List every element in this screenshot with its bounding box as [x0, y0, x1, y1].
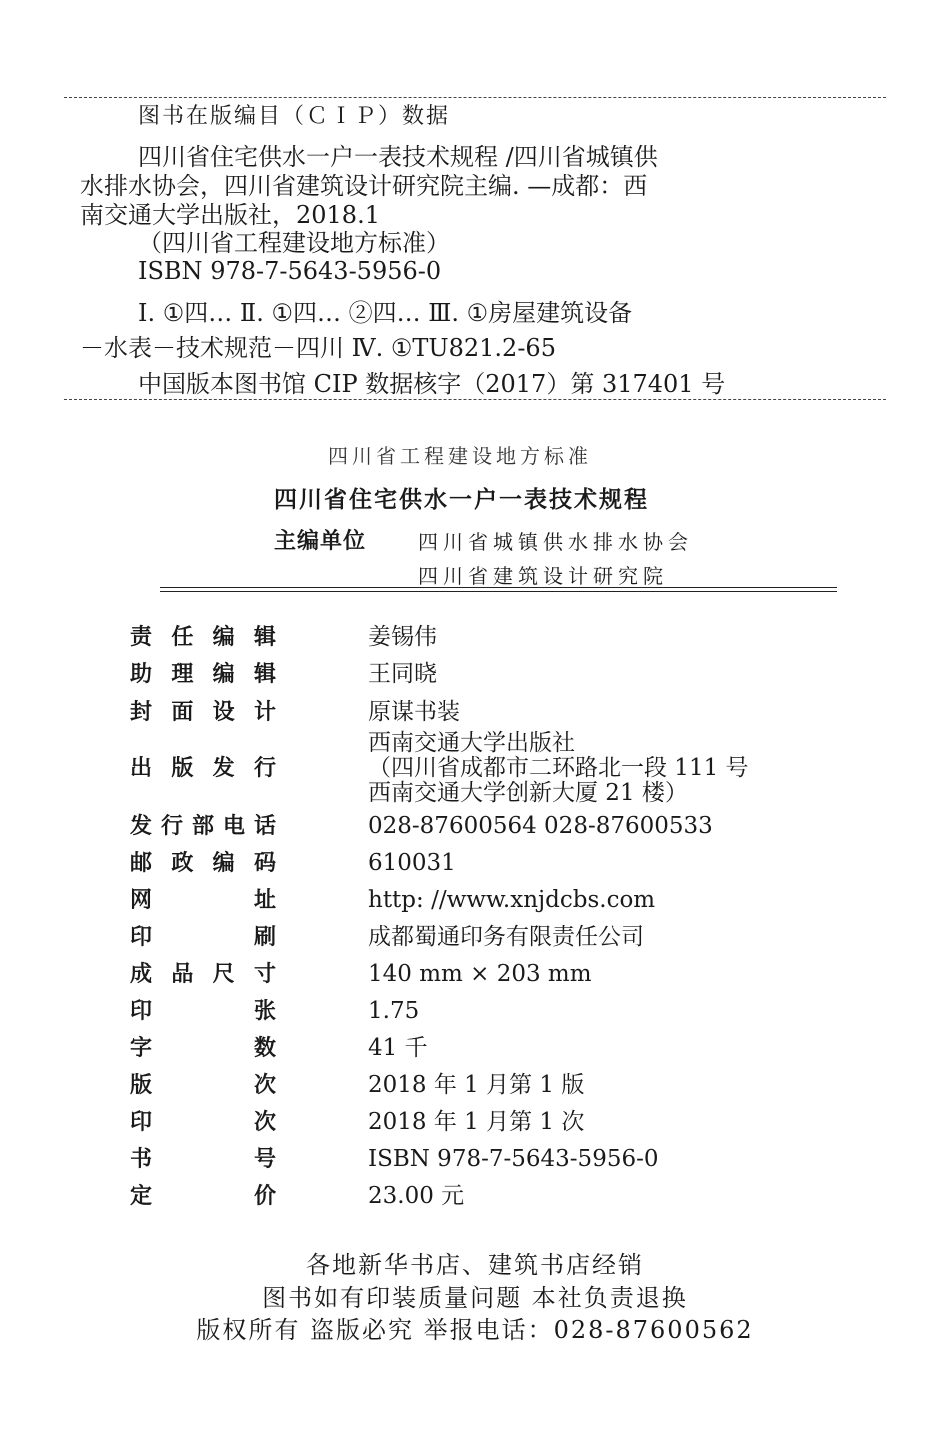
detail-value-line: 成都蜀通印务有限责任公司 — [368, 924, 644, 950]
detail-label-char: 封 — [130, 700, 153, 725]
detail-row — [0, 1067, 950, 1104]
detail-label-char: 出 — [130, 756, 153, 781]
detail-label — [130, 731, 276, 807]
detail-row — [0, 882, 950, 919]
detail-label-char: 数 — [253, 1036, 276, 1061]
detail-label-char: 辑 — [253, 662, 276, 687]
detail-row — [0, 919, 950, 956]
detail-value — [368, 1104, 584, 1141]
title-rule-bottom — [160, 591, 837, 592]
cip-line-2: 水排水协会，四川省建筑设计研究院主编. —成都：西 — [80, 172, 648, 200]
detail-label-char: 编 — [212, 851, 235, 876]
title-rule-top — [160, 587, 837, 588]
detail-value — [368, 1178, 464, 1215]
detail-label-char: 书 — [130, 1147, 153, 1172]
cip-top-divider — [64, 97, 886, 98]
detail-value-line: 原谋书装 — [368, 699, 460, 725]
detail-label-char: 面 — [171, 700, 194, 725]
footer-line-2: 图书如有印装质量问题 本社负责退换 — [262, 1284, 688, 1312]
detail-label — [130, 1067, 276, 1104]
cip-line-4: （四川省工程建设地方标准） — [138, 229, 450, 257]
detail-value — [368, 694, 460, 731]
detail-row — [0, 619, 950, 656]
cip-classification-2: －水表－技术规范－四川 Ⅳ. ①TU821.2-65 — [80, 334, 556, 362]
detail-value-line: ISBN 978-7-5643-5956-0 — [368, 1146, 659, 1172]
editor-label: 主编单位 — [274, 529, 367, 554]
detail-label-char: 刷 — [253, 925, 276, 950]
detail-row — [0, 808, 950, 845]
detail-value — [368, 882, 655, 919]
detail-label — [130, 619, 276, 656]
detail-label-char: 辑 — [253, 625, 276, 650]
detail-row — [0, 1141, 950, 1178]
detail-label-char: 话 — [253, 814, 276, 839]
detail-value-line: 西南交通大学出版社 — [368, 730, 575, 756]
detail-value-line: 姜锡伟 — [368, 624, 437, 650]
detail-label — [130, 1030, 276, 1067]
detail-value-line: 2018 年 1 月第 1 次 — [368, 1109, 585, 1135]
detail-row — [0, 845, 950, 882]
detail-label — [130, 882, 276, 919]
detail-label-char: 字 — [130, 1036, 153, 1061]
detail-label — [130, 656, 276, 693]
detail-label — [130, 993, 276, 1030]
detail-label-char: 邮 — [130, 851, 153, 876]
detail-label-char: 版 — [171, 756, 194, 781]
detail-row — [0, 1030, 950, 1067]
series-name: 四川省工程建设地方标准 — [328, 444, 592, 468]
editor-name-2: 四川省建筑设计研究院 — [418, 564, 668, 588]
detail-value — [368, 1067, 584, 1104]
detail-value — [368, 845, 456, 882]
detail-label-char: 发 — [130, 814, 153, 839]
detail-label-char: 行 — [160, 814, 183, 839]
detail-label-char: 成 — [130, 962, 153, 987]
footer-line-1: 各地新华书店、建筑书店经销 — [306, 1251, 644, 1279]
detail-label — [130, 956, 276, 993]
cip-line-1: 四川省住宅供水一户一表技术规程 /四川省城镇供 — [138, 143, 658, 171]
detail-label-char: 编 — [212, 662, 235, 687]
detail-value — [368, 1141, 659, 1178]
detail-value-line: 610031 — [368, 850, 456, 876]
detail-label-char: 次 — [253, 1110, 276, 1135]
detail-label — [130, 1178, 276, 1215]
detail-value-line: 028-87600564 028-87600533 — [368, 813, 713, 839]
detail-label-char: 印 — [130, 925, 153, 950]
detail-value — [368, 993, 419, 1030]
detail-value-line: 140 mm × 203 mm — [368, 961, 592, 987]
detail-value — [368, 919, 644, 956]
detail-row — [0, 694, 950, 731]
detail-label-char: 价 — [253, 1184, 276, 1209]
detail-row — [0, 1104, 950, 1141]
detail-label-char: 码 — [253, 851, 276, 876]
book-title: 四川省住宅供水一户一表技术规程 — [274, 487, 649, 513]
detail-label-char: 印 — [130, 1110, 153, 1135]
detail-label-char: 网 — [130, 888, 153, 913]
detail-label-char: 编 — [212, 625, 235, 650]
detail-label-char: 印 — [130, 999, 153, 1024]
detail-label-char: 次 — [253, 1073, 276, 1098]
detail-label-char: 任 — [171, 625, 194, 650]
detail-label — [130, 1141, 276, 1178]
detail-label-char: 助 — [130, 662, 153, 687]
detail-value — [368, 808, 713, 845]
detail-label-char: 址 — [253, 888, 276, 913]
cip-bottom-divider — [64, 399, 886, 400]
detail-value — [368, 619, 437, 656]
detail-row — [0, 993, 950, 1030]
cip-classification-1: Ⅰ. ①四… Ⅱ. ①四… ②四… Ⅲ. ①房屋建筑设备 — [138, 299, 633, 327]
detail-label-char: 定 — [130, 1184, 153, 1209]
detail-label — [130, 808, 276, 845]
detail-row — [0, 656, 950, 693]
detail-label-char: 设 — [212, 700, 235, 725]
detail-row — [0, 731, 950, 807]
detail-value-line: 2018 年 1 月第 1 版 — [368, 1072, 585, 1098]
detail-label — [130, 919, 276, 956]
detail-value — [368, 1030, 428, 1067]
detail-value-line: （四川省成都市二环路北一段 111 号 — [368, 755, 749, 781]
cip-line-3: 南交通大学出版社，2018.1 — [80, 201, 380, 229]
detail-value-line: 王同晓 — [368, 661, 437, 687]
cip-isbn: ISBN 978-7-5643-5956-0 — [138, 257, 442, 285]
detail-label-char: 电 — [222, 814, 245, 839]
detail-label — [130, 845, 276, 882]
detail-label-char: 号 — [253, 1147, 276, 1172]
detail-label-char: 寸 — [253, 962, 276, 987]
detail-label-char: 尺 — [212, 962, 235, 987]
detail-row — [0, 956, 950, 993]
detail-value — [368, 731, 749, 806]
detail-value-line: 23.00 元 — [368, 1183, 465, 1209]
detail-row — [0, 1178, 950, 1215]
editor-name-1: 四川省城镇供水排水协会 — [418, 530, 693, 554]
detail-value-line: 西南交通大学创新大厦 21 楼） — [368, 780, 688, 806]
detail-label-char: 张 — [253, 999, 276, 1024]
detail-label-char: 政 — [171, 851, 194, 876]
detail-label-char: 责 — [130, 625, 153, 650]
detail-label-char: 行 — [253, 756, 276, 781]
detail-value — [368, 656, 437, 693]
detail-value-line: http: //www.xnjdcbs.com — [368, 887, 656, 913]
detail-label — [130, 1104, 276, 1141]
detail-label-char: 计 — [253, 700, 276, 725]
detail-value — [368, 956, 592, 993]
cip-title: 图书在版编目（ＣＩＰ）数据 — [138, 104, 451, 129]
detail-label — [130, 694, 276, 731]
detail-label-char: 理 — [171, 662, 194, 687]
detail-label-char: 品 — [171, 962, 194, 987]
detail-value-line: 1.75 — [368, 998, 420, 1024]
detail-label-char: 发 — [212, 756, 235, 781]
detail-value-line: 41 千 — [368, 1035, 428, 1061]
cip-record-number: 中国版本图书馆 CIP 数据核字（2017）第 317401 号 — [138, 370, 726, 398]
detail-label-char: 版 — [130, 1073, 153, 1098]
detail-label-char: 部 — [191, 814, 214, 839]
footer-line-3: 版权所有 盗版必究 举报电话：028-87600562 — [196, 1316, 754, 1344]
